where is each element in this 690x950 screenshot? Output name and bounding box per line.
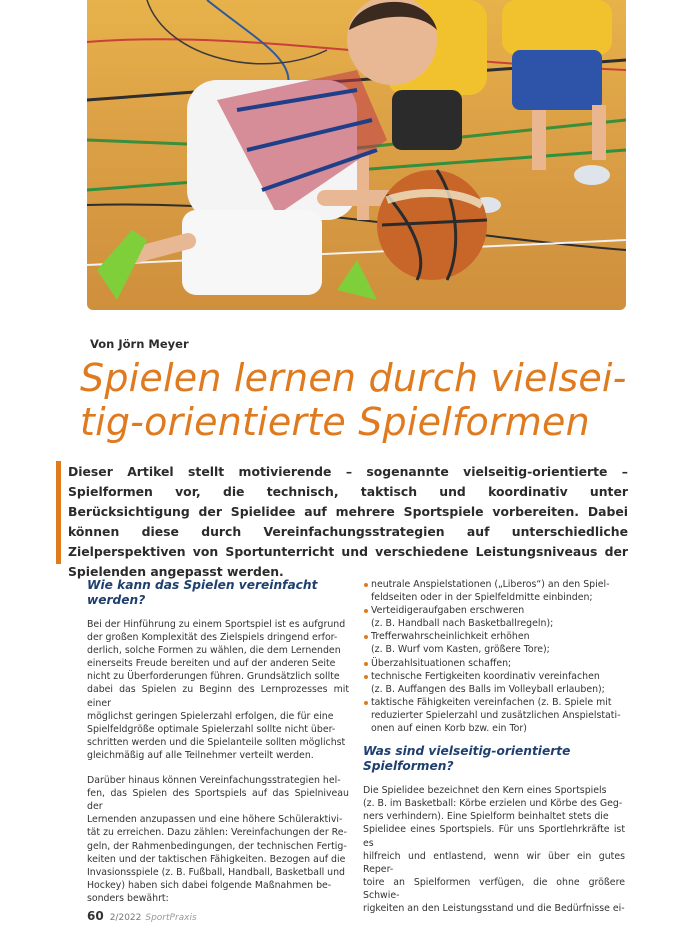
text-line: tät zu erreichen. Dazu zählen: Vereinfachungen der Re- xyxy=(87,827,347,839)
section-heading xyxy=(363,744,625,774)
text-line: sonders bewährt: xyxy=(87,892,169,904)
list-item xyxy=(363,657,625,670)
body-paragraph xyxy=(87,618,349,762)
text-line: der großen Komplexität des Zielspiels dringend erfor- xyxy=(87,632,338,644)
text-line: möglichst geringen Spielerzahl erfolgen, die für eine xyxy=(87,710,334,722)
text-line: (z. B. im Basketball: Körbe erzielen und Körbe des Geg- xyxy=(363,798,623,810)
text-line: Bei der Hinführung zu einem Sportspiel ist es aufgrund xyxy=(87,619,346,630)
text-line: Spielfeldgröße optimale Spielerzahl sollte nicht über- xyxy=(87,723,336,735)
list-item-line: taktische Fähigkeiten vereinfachen (z. B. Spiele mit xyxy=(371,696,612,708)
lead-paragraph: Dieser Artikel stellt motivierende – sogenannte vielseitig-orientierte – Spielformen vor, die technisch, taktisch und koordinativ unter Berücksichtigung der Spielidee auf mehrere Sportspiele vorbereiten. Dabei können diese durch Vereinfachungsstrategien auf unterschiedliche Zielperspektiven von Sportunterricht und verschiedene Leistungsniveaus der Spielenden angepasst werden. xyxy=(68,464,628,579)
list-item-line: technische Fertigkeiten koordinativ vereinfachen xyxy=(371,670,600,682)
body-paragraph xyxy=(363,784,625,915)
magazine-name: SportPraxis xyxy=(145,913,197,923)
heading-line: Spielformen? xyxy=(363,759,454,774)
text-line: gleichmäßig auf alle Teilnehmer verteilt werden. xyxy=(87,749,314,761)
list-item-line: feldseiten oder in der Spielfeldmitte einbinden; xyxy=(371,592,593,604)
text-line: keiten und der taktischen Fähigkeiten. Bezogen auf die xyxy=(87,853,346,865)
list-item-line: (z. B. Auffangen des Balls im Volleyball erlauben); xyxy=(371,683,605,695)
list-item-line: onen auf einen Korb bzw. ein Tor) xyxy=(371,723,527,735)
text-line: geln, der Rahmenbedingungen, der technischen Fertig- xyxy=(87,840,347,852)
author-byline: Von Jörn Meyer xyxy=(90,337,189,351)
text-line: Lernenden anzupassen und eine höhere Schüleraktivi- xyxy=(87,814,343,826)
heading-line: Wie kann das Spielen vereinfacht xyxy=(87,578,318,592)
hero-photo xyxy=(87,0,626,310)
heading-line: werden? xyxy=(87,593,146,607)
measures-list xyxy=(363,578,625,735)
right-column xyxy=(363,578,625,927)
list-item xyxy=(363,696,625,735)
list-item-line: (z. B. Wurf vom Kasten, größere Tore); xyxy=(371,644,550,656)
basketball-children-illustration xyxy=(87,0,626,310)
text-line: Invasionsspiele (z. B. Fußball, Handball, Basketball und xyxy=(87,866,346,878)
article-title xyxy=(80,356,640,444)
text-line: derlich, solche Formen zu wählen, die dem Lernenden xyxy=(87,645,341,657)
left-column xyxy=(87,578,349,917)
list-item-line: reduzierter Spielerzahl und zusätzlichen Anspielstati- xyxy=(371,709,621,721)
list-item xyxy=(363,578,625,604)
text-line: toire an Spielformen verfügen, die ohne größere Schwie- xyxy=(363,876,625,901)
section-heading xyxy=(87,578,349,608)
text-line: nicht zu Überforderungen führen. Grundsätzlich sollte xyxy=(87,671,340,683)
text-line: Spielidee eines Sportspiels. Für uns Sportlehrkräfte ist es xyxy=(363,824,625,849)
body-paragraph xyxy=(87,774,349,905)
text-line: Die Spielidee bezeichnet den Kern eines Sportspiels xyxy=(363,785,607,797)
list-item-line: Verteidigeraufgaben erschweren xyxy=(371,605,525,617)
heading-line: Was sind vielseitig-orientierte xyxy=(363,744,571,759)
title-line: tig-orientierte Spielformen xyxy=(80,400,590,444)
text-line: ners verhindern). Eine Spielform beinhaltet stets die xyxy=(363,811,609,823)
list-item xyxy=(363,604,625,630)
page-number: 60 xyxy=(87,909,104,923)
text-line: Hockey) haben sich dabei folgende Maßnahmen be- xyxy=(87,879,332,891)
text-line: fen, das Spielen des Sportspiels auf das Spielniveau der xyxy=(87,788,349,813)
list-item xyxy=(363,630,625,656)
text-line: schritten werden und die Spielanteile sollten möglichst xyxy=(87,736,346,748)
text-line: hilfreich und entlastend, wenn wir über ein gutes Reper- xyxy=(363,850,625,875)
list-item-line: Trefferwahrscheinlichkeit erhöhen xyxy=(371,631,530,643)
text-line: rigkeiten an den Leistungsstand und die Bedürfnisse ei- xyxy=(363,902,625,914)
page-footer xyxy=(87,909,197,923)
text-line: Darüber hinaus können Vereinfachungsstrategien hel- xyxy=(87,775,341,787)
text-line: dabei das Spielen zu Beginn des Lernprozesses mit einer xyxy=(87,684,349,709)
list-item-line: (z. B. Handball nach Basketballregeln); xyxy=(371,618,554,630)
list-item xyxy=(363,670,625,696)
list-item-line: Überzahlsituationen schaffen; xyxy=(371,657,512,669)
text-line: einerseits Freude bereiten und auf der anderen Seite xyxy=(87,658,336,670)
issue-label: 2/2022 xyxy=(109,913,142,923)
list-item-line: neutrale Anspielstationen („Liberos“) an den Spiel- xyxy=(371,579,610,590)
lead-accent-bar xyxy=(56,461,61,564)
title-line: Spielen lernen durch vielsei- xyxy=(80,356,627,400)
